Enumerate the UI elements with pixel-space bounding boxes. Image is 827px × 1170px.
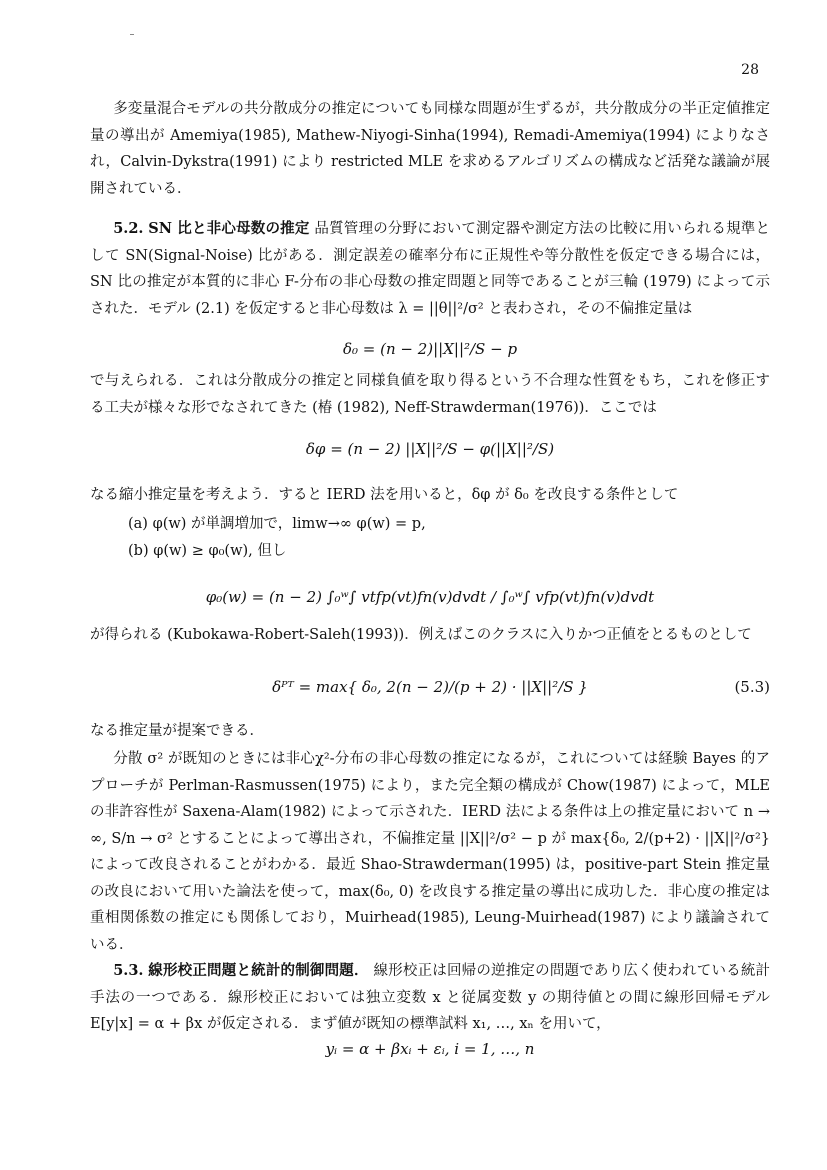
equation-delta0: δ₀ = (n − 2)||X||²/S − p	[342, 340, 518, 358]
section-5-3	[90, 958, 770, 1038]
section-number: 5.2.	[113, 220, 144, 237]
paragraph-covariance	[90, 96, 770, 202]
section-text: 線形校正は回帰の逆推定の問題であり広く使われている統計手法の一つである．線形校正においては独立変数 x と従属変数 y の期待値との間に線形回帰モデル E[y|x] = α + βx が仮定される．まず値が既知の標準試料 x₁, …, xₙ を用いて，	[90, 963, 771, 1032]
paragraph-text: なる推定量が提案できる．	[90, 723, 264, 739]
equation-number: (5.3)	[734, 678, 770, 696]
page-number: 28	[741, 62, 759, 78]
section-text: 品質管理の分野において測定器や測定方法の比較に用いられる規準として SN(Signal-Noise) 比がある．測定誤差の確率分布に正規性や等分散性を仮定できる場合には，SN 比の推定が本質的に非心 F-分布の非心母数の推定問題と同等であることが三輪 (1979) によって示された．モデル (2.1) を仮定すると非心母数は λ = ||θ||²/σ² と表わされ，その不偏推定量は	[90, 221, 770, 317]
paragraph-after-eq4	[90, 718, 770, 745]
condition-a: (a) φ(w) が単調増加で，limw→∞ φ(w) = p,	[128, 516, 426, 532]
equation-regression: yᵢ = α + βxᵢ + εᵢ, i = 1, …, n	[325, 1040, 535, 1058]
paragraph-text: 分散 σ² が既知のときには非心χ²-分布の非心母数の推定になるが，これについては経験 Bayes 的アプローチが Perlman-Rasmussen(1975) により，また完全類の構成が Chow(1987) によって，MLE の非許容性が Saxena-Alam(1982) によって示された．IERD 法による条件は上の推定量において n → ∞, S/n → σ² とすることによって導出され，不偏推定量 ||X||²/σ² − p が max{δ₀, 2/(p+2) · ||X||²/σ²} によって改良されることがわかる．最近 Shao-Strawderman(1995) は，positive-part Stein 推定量の改良において用いた論法を使って，max(δ₀, 0) を改良する推定量の導出に成功した．非心度の推定は重相関係数の推定にも関係しており，Muirhead(1985), Leung-Muirhead(1987) により議論されている．	[90, 751, 770, 953]
paragraph-text: なる縮小推定量を考えよう．すると IERD 法を用いると，δφ が δ₀ を改良する条件として	[90, 487, 679, 503]
paragraph-text: が得られる (Kubokawa-Robert-Saleh(1993))．例えばこのクラスに入りかつ正値をとるものとして	[90, 627, 752, 643]
equation-phi0: φ₀(w) = (n − 2) ∫₀ʷ∫ vtfp(vt)fn(v)dvdt / ∫₀ʷ∫ vfp(vt)fn(v)dvdt	[205, 588, 655, 606]
paragraph-sigma-known	[90, 746, 770, 958]
section-number: 5.3.	[113, 962, 144, 979]
equation-5-3	[90, 678, 770, 696]
section-title: 線形校正問題と統計的制御問題．	[148, 962, 369, 979]
section-5-2	[90, 216, 770, 322]
equation-body: δᴾᵀ = max{ δ₀, 2(n − 2)/(p + 2) · ||X||²/S }	[272, 678, 588, 696]
scan-mark	[130, 34, 134, 35]
paragraph-text: で与えられる．これは分散成分の推定と同様負値を取り得るという不合理な性質をもち，これを修正する工夫が様々な形でなされてきた (椿 (1982), Neff-Strawderman(1976))．ここでは	[90, 373, 770, 416]
paragraph-after-eq3	[90, 622, 770, 649]
section-title: SN 比と非心母数の推定	[148, 220, 310, 237]
paragraph-after-eq2	[90, 482, 770, 509]
condition-b: (b) φ(w) ≥ φ₀(w), 但し	[128, 543, 287, 559]
paragraph-text: 多変量混合モデルの共分散成分の推定についても同様な問題が生ずるが，共分散成分の半正定値推定量の導出が Amemiya(1985), Mathew-Niyogi-Sinha(1994), Remadi-Amemiya(1994) によりなされ，Calvin-Dykstra(1991) により restricted MLE を求めるアルゴリズムの構成など活発な議論が展開されている．	[90, 101, 770, 197]
equation-delta-phi: δφ = (n − 2) ||X||²/S − φ(||X||²/S)	[305, 440, 555, 458]
paragraph-after-eq1	[90, 368, 770, 421]
